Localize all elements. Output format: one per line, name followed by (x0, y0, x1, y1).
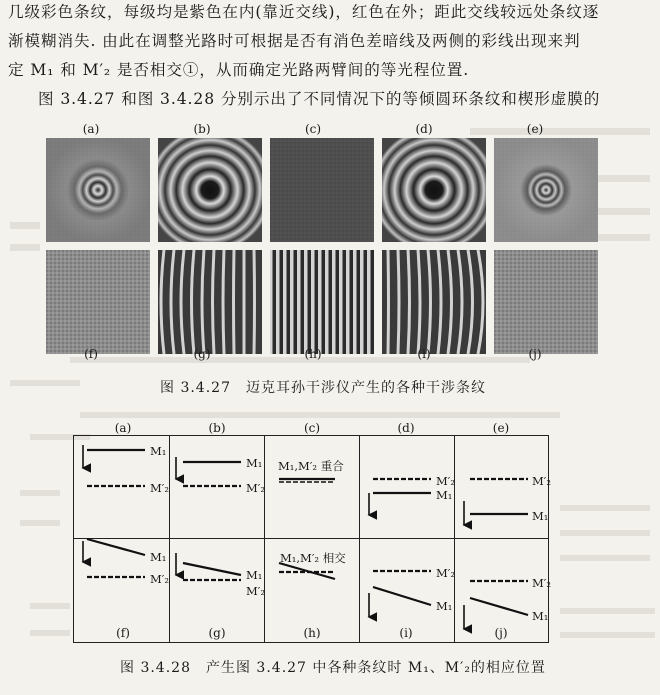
label-i-m2: M′₂ (436, 566, 455, 580)
paragraph-line-3: 定 M₁ 和 M′₂ 是否相交①，从而确定光路两臂间的等光程位置. (8, 61, 470, 79)
fig2-label-e: (e) (492, 421, 510, 435)
fig1-label-j: (j) (528, 347, 542, 361)
fig2-label-a: (a) (114, 421, 132, 435)
paragraph-line-1: 几级彩色条纹，每级均是紫色在内(靠近交线)，红色在外；距此交线较远处条纹逐 (8, 3, 600, 21)
label-e-m2: M′₂ (532, 474, 551, 488)
paragraph-line-2: 渐模糊消失. 由此在调整光路时可根据是否有消色差暗线及两侧的彩线出现来判 (8, 32, 581, 50)
label-g-m2: M′₂ (246, 584, 265, 598)
label-a-m2: M′₂ (150, 481, 169, 495)
fig1-label-h: (h) (304, 347, 322, 361)
label-b-m1: M₁ (246, 456, 263, 470)
fig2-label-d: (d) (397, 421, 415, 435)
fig2-label-i: (i) (399, 626, 413, 640)
figure-3-4-28-caption: 图 3.4.28 产生图 3.4.27 中各种条纹时 M₁、M′₂的相应位置 (120, 660, 546, 676)
label-a-m1: M₁ (150, 444, 167, 458)
label-j-m1: M₁ (532, 609, 549, 623)
fringe-photo-grid (38, 138, 618, 374)
figure-3-4-27-caption: 图 3.4.27 迈克耳孙干涉仪产生的各种干涉条纹 (160, 380, 486, 396)
fig2-label-j: (j) (494, 626, 508, 640)
label-b-m2: M′₂ (246, 481, 265, 495)
label-j-m2: M′₂ (532, 576, 551, 590)
label-h-intersect: M₁,M′₂ 相交 (280, 551, 346, 565)
label-f-m1: M₁ (150, 550, 167, 564)
paragraph-line-4: 图 3.4.27 和图 3.4.28 分别示出了不同情况下的等倾圆环条纹和楔形虚膜的 (38, 90, 601, 108)
label-e-m1: M₁ (532, 509, 549, 523)
fig1-label-d: (d) (415, 122, 433, 136)
fig1-label-e: (e) (526, 122, 544, 136)
fig1-label-a: (a) (82, 122, 100, 136)
label-c-coincide: M₁,M′₂ 重合 (278, 459, 344, 473)
label-d-m1: M₁ (436, 488, 453, 502)
mirror-position-table (73, 435, 549, 643)
fig2-label-c: (c) (303, 421, 321, 435)
label-f-m2: M′₂ (150, 572, 169, 586)
body-paragraph (8, 0, 656, 114)
label-d-m2: M′₂ (436, 474, 455, 488)
fig1-label-c: (c) (304, 122, 322, 136)
fig1-label-i: (i) (417, 347, 431, 361)
fig2-label-h: (h) (303, 626, 321, 640)
fig1-label-f: (f) (84, 347, 98, 361)
fig1-label-b: (b) (193, 122, 211, 136)
fig2-label-f: (f) (116, 626, 130, 640)
fig1-label-g: (g) (193, 347, 211, 361)
fig2-label-b: (b) (208, 421, 226, 435)
fig2-label-g: (g) (208, 626, 226, 640)
label-i-m1: M₁ (436, 599, 453, 613)
label-g-m1: M₁ (246, 568, 263, 582)
